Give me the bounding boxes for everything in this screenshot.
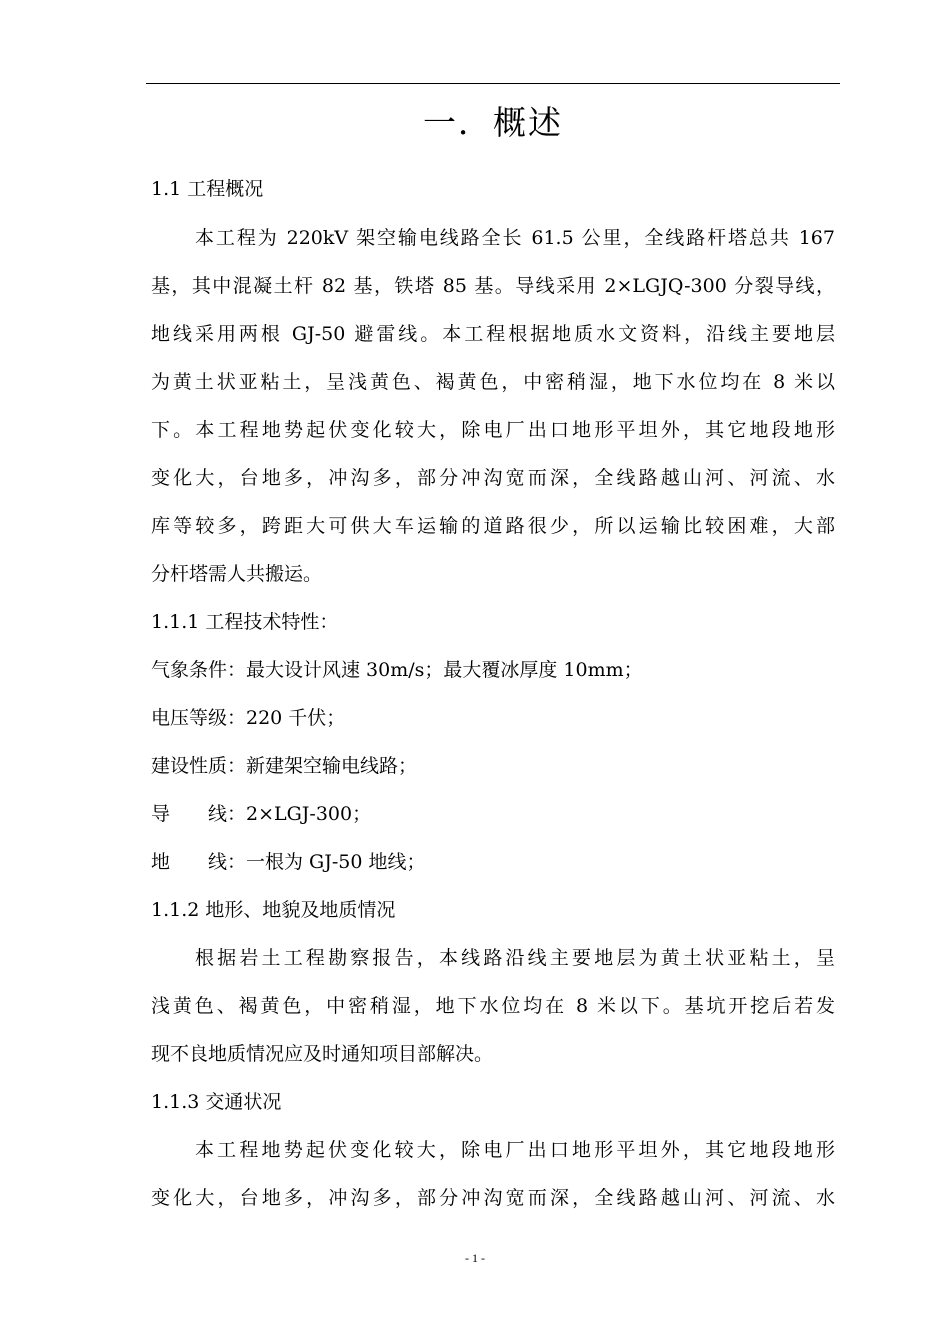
spec-voltage: 电压等级：220 千伏； (151, 707, 346, 729)
paragraph-line: 变化大，台地多，冲沟多，部分冲沟宽而深，全线路越山河、河流、水 (151, 467, 835, 489)
paragraph-line: 下。本工程地势起伏变化较大，除电厂出口地形平坦外，其它地段地形 (151, 419, 835, 441)
spec-conductor: 导 线：2×LGJ-300； (151, 803, 372, 825)
paragraph-line: 为黄土状亚粘土，呈浅黄色、褐黄色，中密稍湿，地下水位均在 8 米以 (151, 371, 835, 393)
section-heading-1-1-3: 1.1.3 交通状况 (151, 1091, 282, 1113)
paragraph-line: 基，其中混凝土杆 82 基，铁塔 85 基。导线采用 2×LGJQ-300 分裂导线， (151, 275, 835, 297)
header-rule (146, 83, 840, 84)
paragraph-line: 库等较多，跨距大可供大车运输的道路很少，所以运输比较困难，大部 (151, 515, 835, 537)
paragraph-line: 本工程地势起伏变化较大，除电厂出口地形平坦外，其它地段地形 (195, 1139, 835, 1161)
paragraph-line: 根据岩土工程勘察报告，本线路沿线主要地层为黄土状亚粘土，呈 (195, 947, 835, 969)
page-number: - 1 - (465, 1251, 485, 1265)
paragraph-line: 本工程为 220kV 架空输电线路全长 61.5 公里，全线路杆塔总共 167 (195, 227, 835, 249)
section-heading-1-1-1: 1.1.1 工程技术特性： (151, 611, 339, 633)
section-heading-1-1: 1.1 工程概况 (151, 178, 264, 200)
paragraph-line: 浅黄色、褐黄色，中密稍湿，地下水位均在 8 米以下。基坑开挖后若发 (151, 995, 835, 1017)
spec-weather: 气象条件：最大设计风速 30m/s；最大覆冰厚度 10mm； (151, 659, 643, 681)
spec-ground-wire: 地 线：一根为 GJ-50 地线； (151, 851, 426, 873)
section-heading-1-1-2: 1.1.2 地形、地貌及地质情况 (151, 899, 396, 921)
paragraph-line: 地线采用两根 GJ-50 避雷线。本工程根据地质水文资料，沿线主要地层 (151, 323, 835, 345)
paragraph-line: 现不良地质情况应及时通知项目部解决。 (151, 1043, 494, 1065)
page-title: 一．概述 (423, 103, 563, 142)
paragraph-line: 分杆塔需人共搬运。 (151, 563, 323, 585)
paragraph-line: 变化大，台地多，冲沟多，部分冲沟宽而深，全线路越山河、河流、水 (151, 1187, 835, 1209)
spec-construction: 建设性质：新建架空输电线路； (151, 755, 418, 777)
